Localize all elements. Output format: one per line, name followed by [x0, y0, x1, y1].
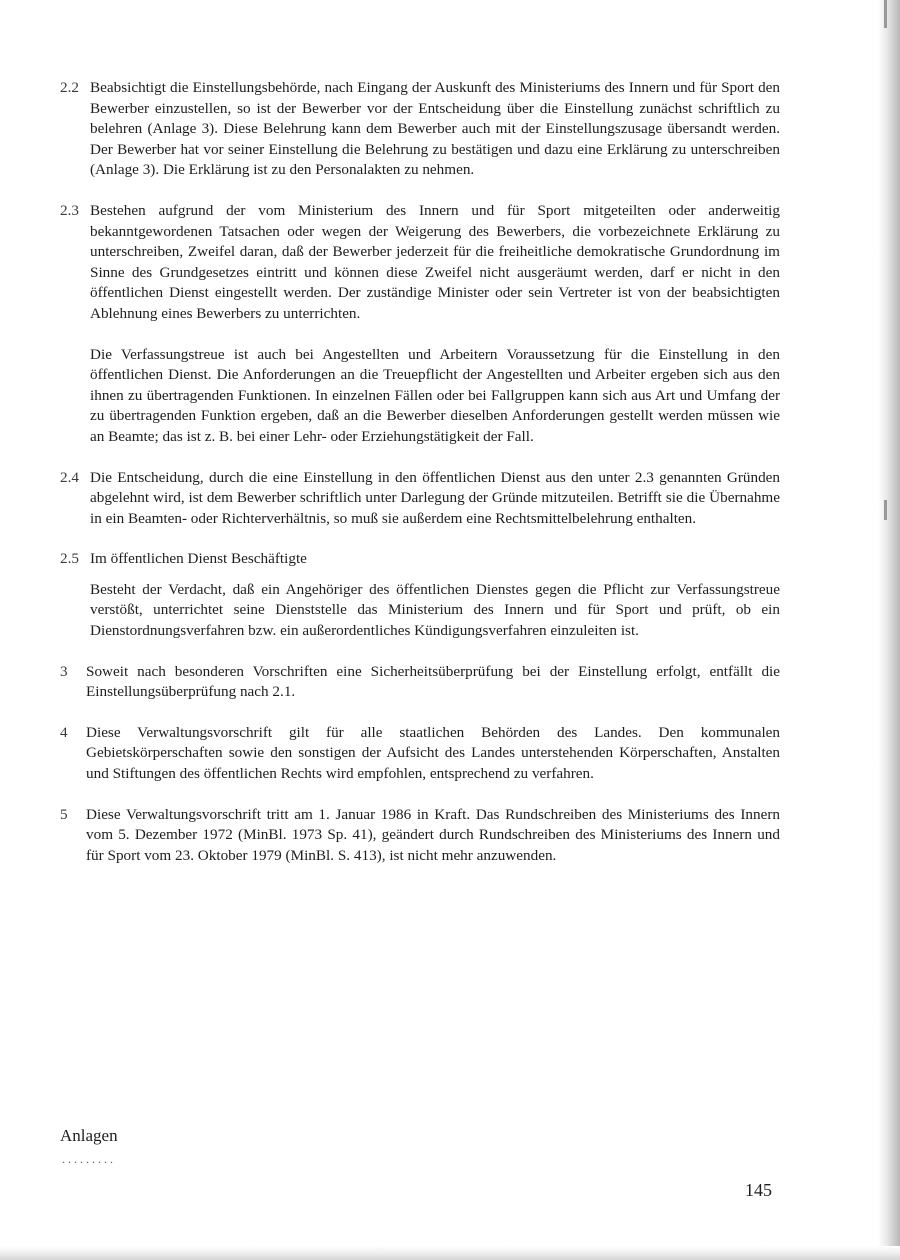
section-2-3-paragraph-2: Die Verfassungstreue ist auch bei Angestellten und Arbeitern Voraussetzung für die Einstellung in den öffentlichen Dienst. Die Anforderungen an die Treuepflicht der Angestellten und Arbeiter ergeben sich aus den ihnen zu übertragenden Funktionen. In einzelnen Fällen oder bei Fallgruppen kann sich aus Art und Umfang der zu übertragenden Funktion ergeben, daß an die Bewerber dieselben Anforderungen gestellt werden müssen wie an Beamte; das ist z. B. bei einer Lehr- oder Erziehungstätigkeit der Fall. [90, 345, 780, 445]
dotted-leader: ......... [62, 1152, 116, 1166]
section-2-5-heading [60, 549, 780, 570]
section-text: Soweit nach besonderen Vorschriften eine Sicherheitsüberprüfung bei der Einstellung erfolgt, entfällt die Einstellungsüberprüfung nach 2.1. [86, 662, 780, 701]
section-2-5-text: Besteht der Verdacht, daß ein Angehöriger des öffentlichen Dienstes gegen die Pflicht zur Verfassungstreue verstößt, unterrichtet seine Dienststelle das Ministerium des Innern und für Sport und prüft, ob ein Dienstordnungsverfahren bzw. ein außerordentliches Kündigungsverfahren einzuleiten ist. [90, 580, 780, 640]
scan-bottom-shadow [0, 1246, 900, 1260]
section-number: 4 [60, 723, 68, 741]
section-heading: Im öffentlichen Dienst Beschäftigte [90, 550, 307, 568]
section-number: 3 [60, 662, 68, 680]
section-text: Die Entscheidung, durch die eine Einstellung in den öffentlichen Dienst aus den unter 2.3 genannten Gründen abgelehnt wird, ist dem Bewerber schriftlich unter Darlegung der Gründe mitzuteilen. Betrifft sie die Übernahme in ein Beamten- oder Richterverhältnis, so muß sie außerdem eine Rechtsmittelbelehrung enthalten. [90, 468, 780, 527]
section-2-2 [60, 78, 780, 181]
section-text: Beabsichtigt die Einstellungsbehörde, nach Eingang der Auskunft des Ministeriums des Innern und für Sport den Bewerber einzustellen, so ist der Bewerber vor der Entscheidung über die Einstellung zunächst schriftlich zu belehren (Anlage 3). Diese Belehrung kann dem Bewerber auch mit der Einstellungszusage übersandt werden. Der Bewerber hat vor seiner Einstellung die Belehrung zu bestätigen und dazu eine Erklärung zu unterschreiben (Anlage 3). Die Erklärung ist zu den Personalakten zu nehmen. [90, 79, 780, 179]
section-number: 2.5 [60, 550, 79, 568]
section-4 [60, 723, 780, 785]
section-text: Bestehen aufgrund der vom Ministerium des Innern und für Sport mitgeteilten oder anderweitig bekanntgewordenen Tatsachen oder wegen der Weigerung des Bewerbers, die vorbezeichnete Erklärung zu unterschreiben, Zweifel daran, daß der Bewerber jederzeit für die freiheitliche demokratische Grundordnung im Sinne des Grundgesetzes eintritt und können diese Zweifel nicht ausgeräumt werden, darf er nicht in den öffentlichen Dienst eingestellt werden. Der zuständige Minister oder sein Vertreter ist von der beabsichtigten Ablehnung eines Bewerbers zu unterrichten. [90, 201, 780, 322]
anlagen-heading: Anlagen [60, 1126, 118, 1145]
section-text: Diese Verwaltungsvorschrift gilt für alle staatlichen Behörden des Landes. Den kommunalen Gebietskörperschaften sowie den sonstigen der Aufsicht des Landes unterstehenden Körperschaften, Anstalten und Stiftungen des öffentlichen Rechts wird empfohlen, entsprechend zu verfahren. [86, 723, 780, 783]
document-body [60, 78, 780, 866]
section-number: 2.4 [60, 468, 79, 486]
section-3 [60, 662, 780, 703]
section-2-4 [60, 468, 780, 530]
section-number: 2.3 [60, 201, 79, 219]
section-number: 2.2 [60, 79, 79, 96]
section-number: 5 [60, 805, 68, 823]
section-5 [60, 805, 780, 867]
section-2-3 [60, 201, 780, 325]
scan-edge-shadow [878, 0, 900, 1260]
section-text: Diese Verwaltungsvorschrift tritt am 1. Januar 1986 in Kraft. Das Rundschreiben des Ministeriums des Innern vom 5. Dezember 1972 (MinBl. 1973 Sp. 41), geändert durch Rundschreiben des Ministeriums des Innern und für Sport vom 23. Oktober 1979 (MinBl. S. 413), ist nicht mehr anzuwenden. [86, 805, 780, 864]
page-number: 145 [745, 1180, 772, 1200]
